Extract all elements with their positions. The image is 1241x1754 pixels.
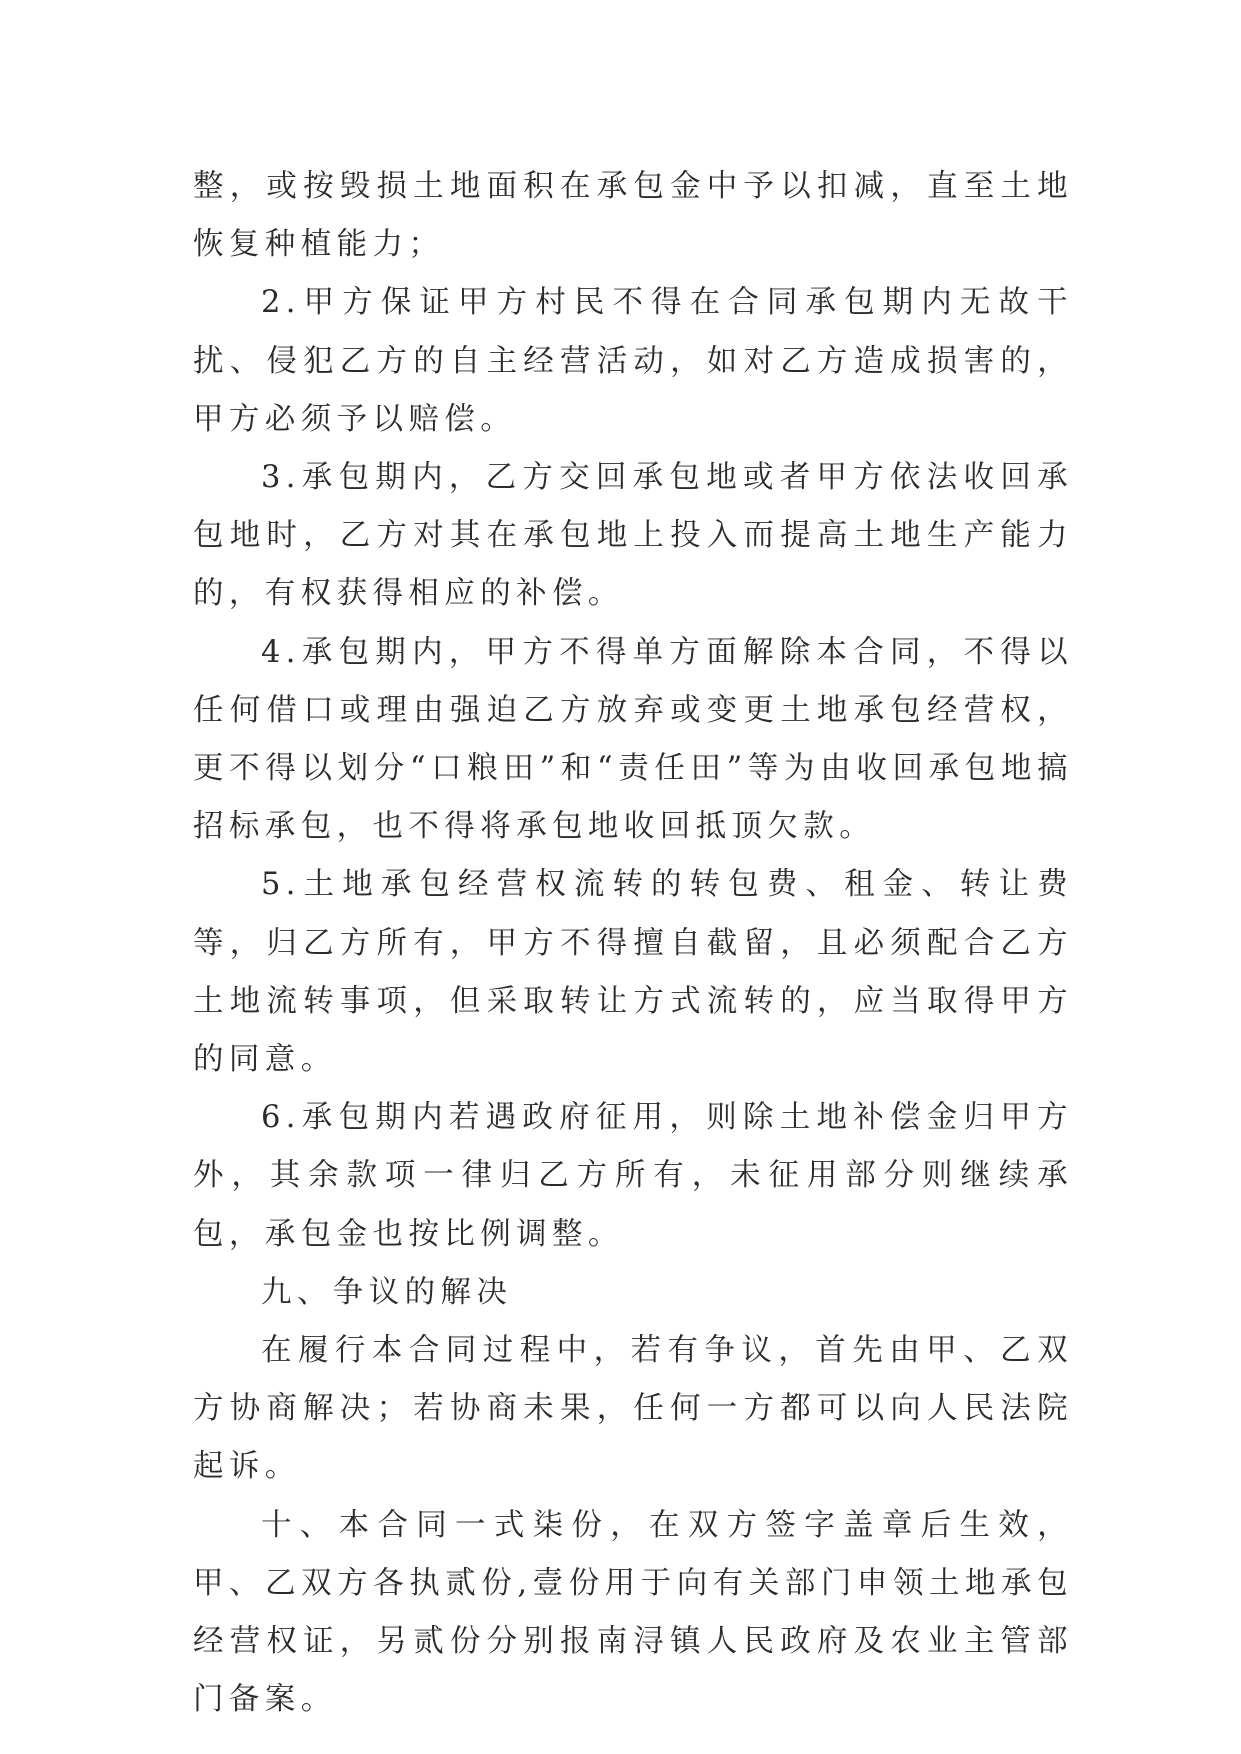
section-heading-dispute-resolution: 九、争议的解决	[261, 1274, 513, 1310]
paragraph-clause-2: 2.甲方保证甲方村民不得在合同承包期内无故干扰、侵犯乙方的自主经营活动，如对乙方造成损害的，甲方必须予以赔偿。	[193, 285, 1073, 437]
paragraph-dispute-resolution: 在履行本合同过程中，若有争议，首先由甲、乙双方协商解决；若协商未果，任何一方都可以向人民法院起诉。	[193, 1333, 1073, 1485]
contract-body	[193, 158, 1073, 1729]
paragraph-clause-6: 6.承包期内若遇政府征用，则除土地补偿金归甲方外，其余款项一律归乙方所有，未征用部分则继续承包，承包金也按比例调整。	[193, 1100, 1073, 1252]
paragraph-clause-4: 4.承包期内，甲方不得单方面解除本合同，不得以任何借口或理由强迫乙方放弃或变更土地承包经营权，更不得以划分“口粮田”和“责任田”等为由收回承包地搞招标承包，也不得将承包地收回抵顶欠款。	[193, 634, 1073, 845]
paragraph-clause-3: 3.承包期内，乙方交回承包地或者甲方依法收回承包地时，乙方对其在承包地上投入而提高土地生产能力的，有权获得相应的补偿。	[193, 460, 1073, 612]
paragraph-land-restoration: 整，或按毁损土地面积在承包金中予以扣减，直至土地恢复种植能力；	[193, 169, 1073, 263]
paragraph-copies-and-effect: 十、本合同一式柒份，在双方签字盖章后生效，甲、乙双方各执贰份,壹份用于向有关部门申领土地承包经营权证，另贰份分别报南浔镇人民政府及农业主管部门备案。	[193, 1507, 1073, 1718]
paragraph-clause-5: 5.土地承包经营权流转的转包费、租金、转让费等，归乙方所有，甲方不得擅自截留，且必须配合乙方土地流转事项，但采取转让方式流转的，应当取得甲方的同意。	[193, 867, 1073, 1078]
